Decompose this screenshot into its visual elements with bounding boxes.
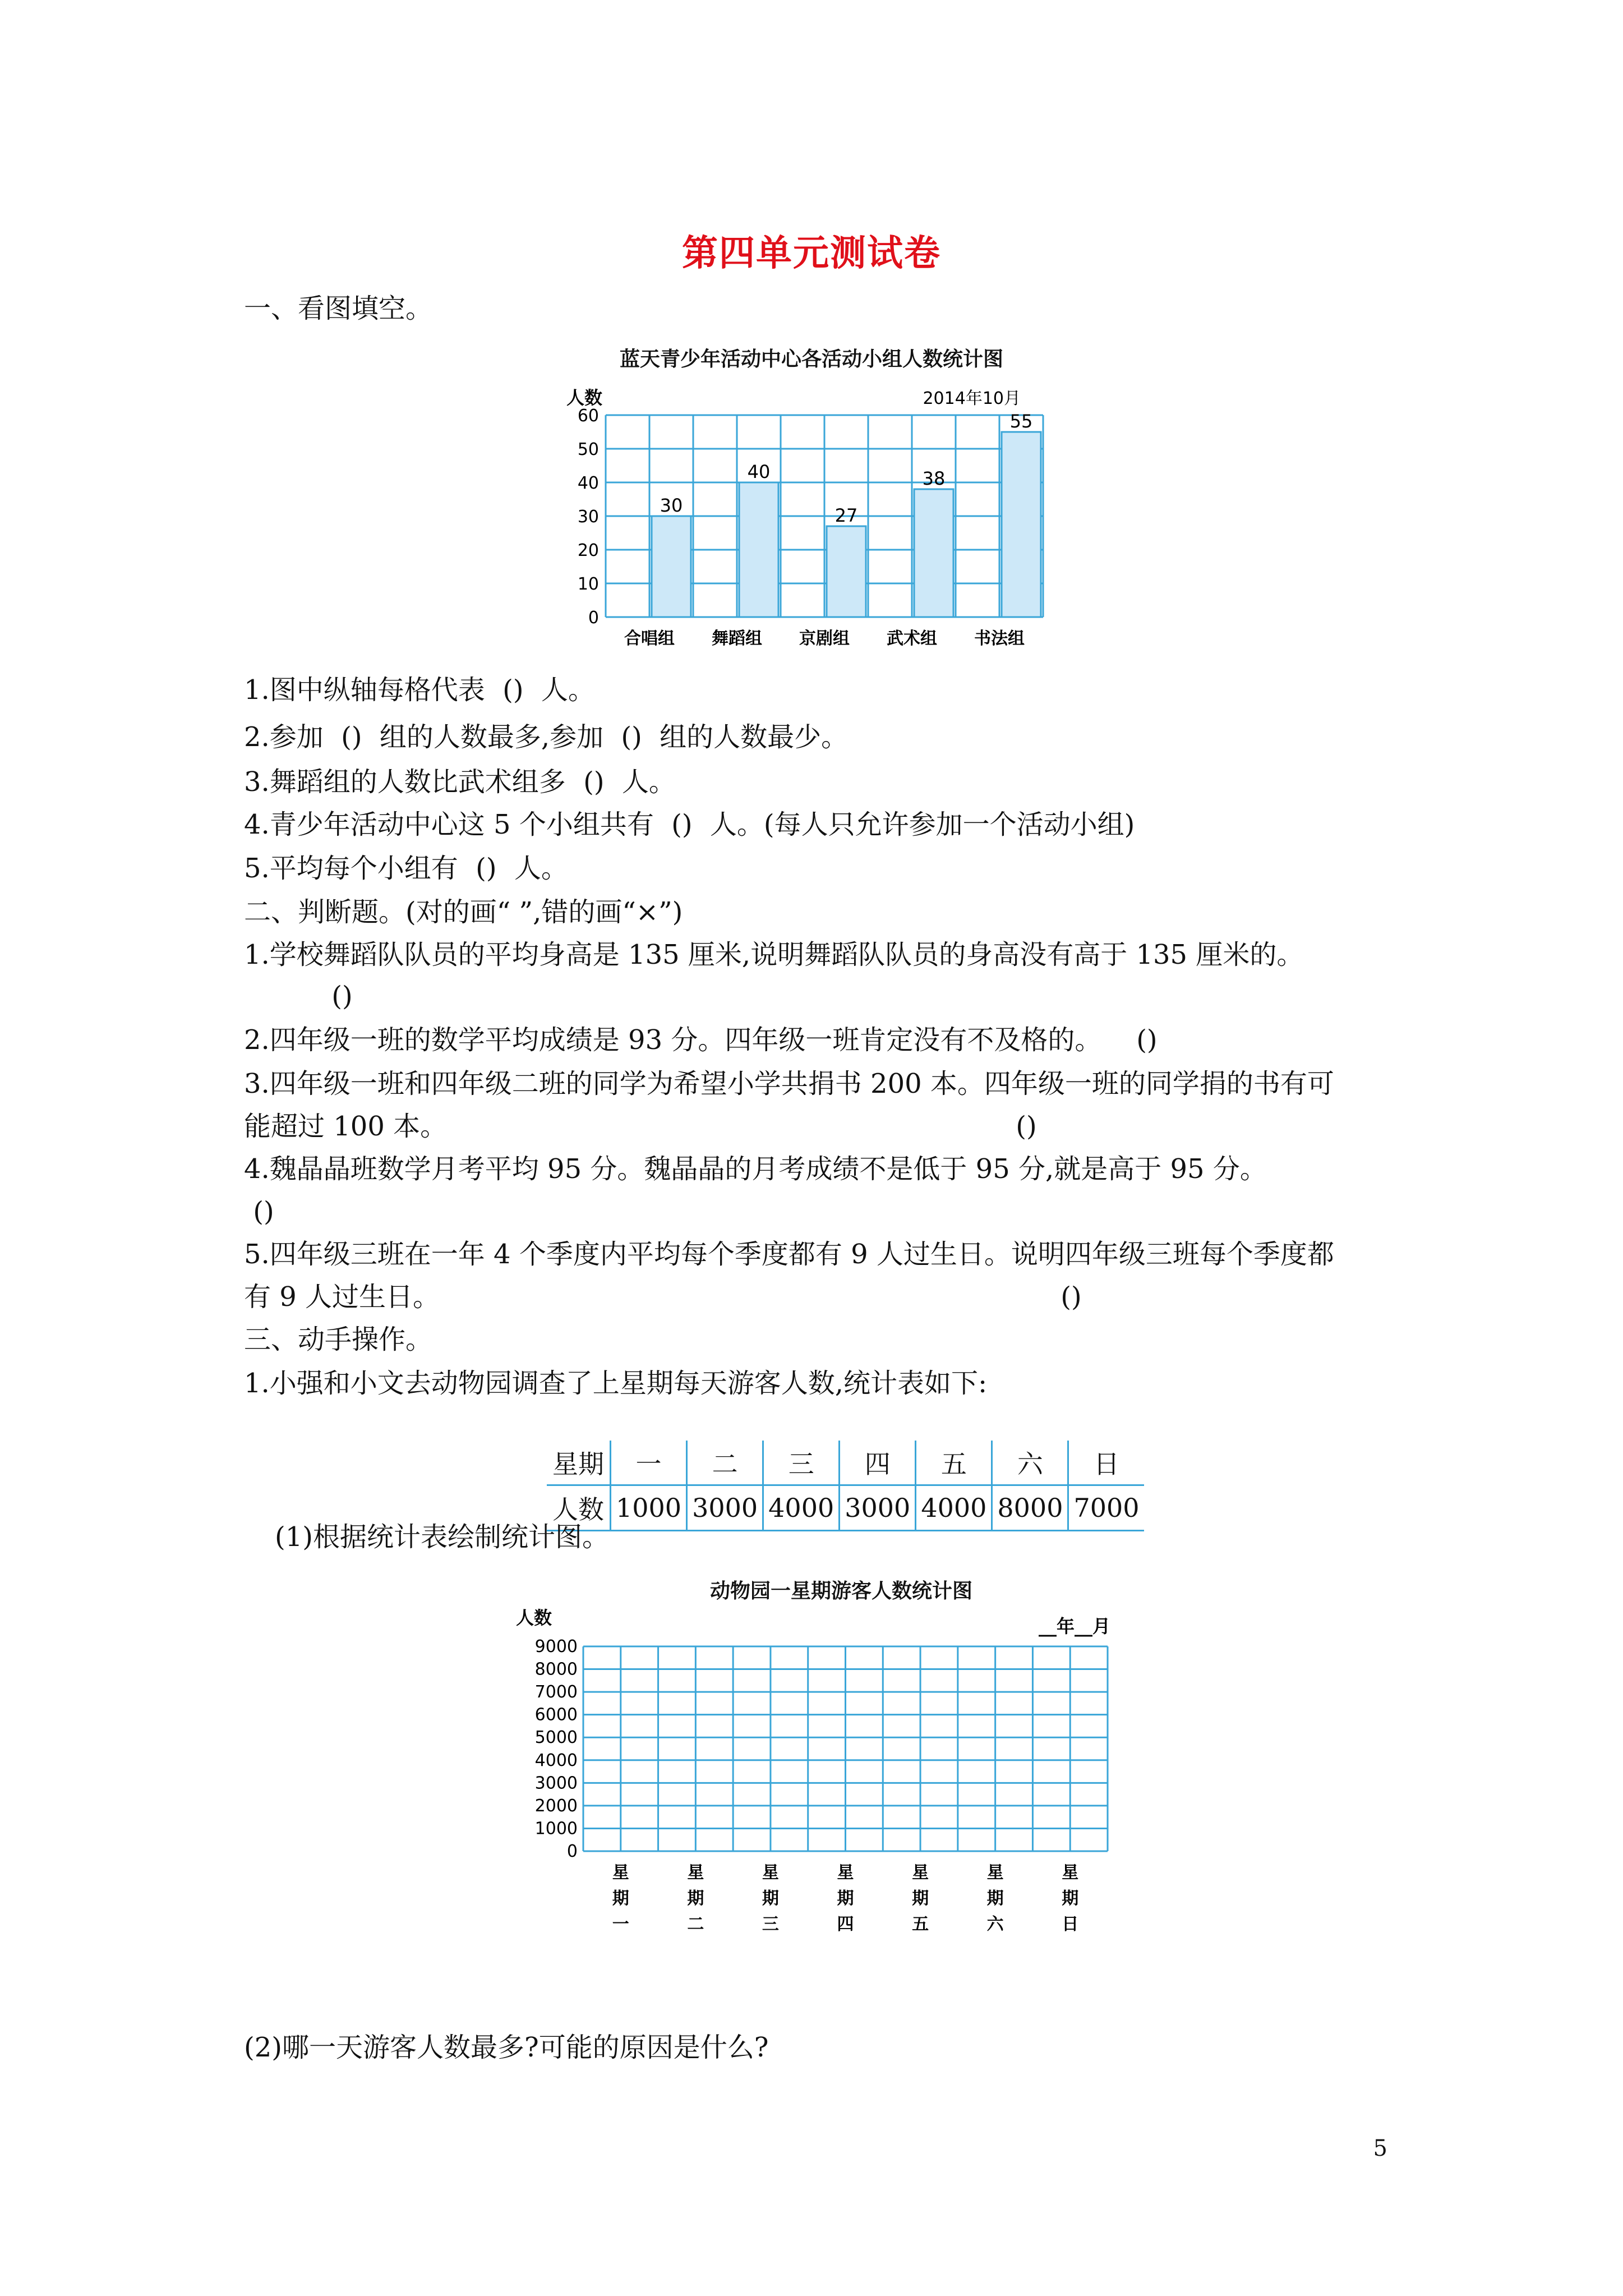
operation-1: 1.小强和小文去动物园调查了上星期每天游客人数,统计表如下:: [244, 1368, 988, 1399]
judge-5-line2: 有 9 人过生日。: [244, 1281, 440, 1313]
answer-blank[interactable]: [485, 673, 541, 707]
table-row: [547, 1485, 1144, 1531]
judge-1: 1.学校舞蹈队队员的平均身高是 135 厘米,说明舞蹈队队员的身高没有高于 135 厘米的。: [244, 939, 1304, 970]
page-title: 第四单元测试卷: [682, 233, 941, 274]
table-cell: 日: [1068, 1441, 1144, 1485]
y-tick-label: 20: [577, 541, 599, 560]
section1-heading: 一、看图填空。: [244, 293, 433, 324]
table-cell: 一: [611, 1441, 687, 1485]
chart1-date-label: 2014年10月: [923, 389, 1021, 408]
question-1-1: 1.图中纵轴每格代表( ) 人。: [244, 673, 595, 707]
y-tick-label: 3000: [534, 1773, 578, 1793]
y-tick-label: 10: [577, 574, 599, 594]
answer-blank[interactable]: [458, 852, 514, 885]
table-cell: 星期: [547, 1441, 611, 1485]
y-tick-label: 1000: [534, 1819, 578, 1839]
y-tick-label: 50: [577, 440, 599, 459]
table-cell: 人数: [547, 1485, 611, 1531]
chart2-grid: [583, 1646, 1108, 1851]
y-tick-label: 0: [588, 608, 599, 628]
bar-chart-1: [550, 381, 1099, 662]
answer-blank[interactable]: [324, 720, 380, 754]
data-label: 55: [1009, 411, 1033, 432]
judge-5-answer[interactable]: [1043, 1280, 1099, 1314]
answer-blank[interactable]: [654, 808, 710, 841]
data-label: 27: [834, 505, 858, 526]
judge-5-line1: 5.四年级三班在一年 4 个季度内平均每个季度都有 9 人过生日。说明四年级三班每个季度都: [244, 1239, 1334, 1270]
y-tick-label: 2000: [534, 1796, 578, 1816]
answer-blank[interactable]: [603, 720, 660, 754]
y-tick-label: 60: [577, 406, 599, 426]
y-tick-label: 8000: [534, 1659, 578, 1680]
data-label: 38: [922, 468, 946, 489]
bar-书法组: [1002, 432, 1041, 617]
table-cell: 四: [840, 1441, 916, 1485]
chart2-ylabel: 人数: [516, 1607, 552, 1628]
answer-blank[interactable]: [566, 765, 622, 799]
data-label: 30: [660, 495, 683, 516]
chart2-title: 动物园一星期游客人数统计图: [709, 1580, 972, 1603]
category-label: 武术组: [887, 629, 937, 648]
day-label: 星期六: [986, 1863, 1004, 1934]
bar-舞蹈组: [739, 482, 778, 617]
judge-3-line2: 能超过 100 本。: [244, 1111, 448, 1142]
table-cell: 二: [687, 1441, 763, 1485]
section2-heading: 二、判断题。(对的画“ ”,错的画“×”): [244, 896, 683, 928]
question-1-5: 5.平均每个小组有( ) 人。: [244, 852, 568, 885]
day-label: 星期一: [612, 1863, 629, 1934]
y-tick-label: 0: [566, 1842, 578, 1861]
table-cell: 4000: [916, 1485, 992, 1531]
category-label: 合唱组: [624, 629, 675, 648]
y-tick-label: 6000: [534, 1705, 578, 1725]
day-label: 星期四: [837, 1863, 854, 1934]
question-1-3: 3.舞蹈组的人数比武术组多( ) 人。: [244, 765, 676, 799]
table-cell: 五: [916, 1441, 992, 1485]
day-label: 星期二: [687, 1863, 704, 1934]
judge-2-answer[interactable]: [1119, 1023, 1175, 1057]
judge-3-line1: 3.四年级一班和四年级二班的同学为希望小学共捐书 200 本。四年级一班的同学捐的书有可: [244, 1068, 1334, 1099]
judge-1-answer[interactable]: [314, 979, 370, 1013]
sub-question-1: (1)根据统计表绘制统计图。: [275, 1521, 609, 1553]
question-1-4: 4.青少年活动中心这 5 个小组共有( ) 人。(每人只允许参加一个活动小组): [244, 808, 1135, 841]
category-label: 书法组: [974, 629, 1025, 648]
category-label: 舞蹈组: [712, 629, 762, 648]
judge-4-answer[interactable]: [236, 1195, 292, 1228]
y-tick-label: 40: [577, 473, 599, 493]
day-label: 星期日: [1062, 1863, 1079, 1934]
empty-chart-2[interactable]: [505, 1599, 1133, 1947]
y-tick-label: 5000: [534, 1728, 578, 1748]
bar-京剧组: [827, 526, 866, 617]
table-cell: 六: [992, 1441, 1068, 1485]
bar-武术组: [914, 489, 953, 617]
data-label: 40: [747, 461, 771, 482]
chart1-title: 蓝天青少年活动中心各活动小组人数统计图: [619, 348, 1003, 371]
question-1-2: 2.参加( ) 组的人数最多,参加( ) 组的人数最少。: [244, 720, 848, 754]
day-label: 星期三: [762, 1863, 779, 1934]
page-number: 5: [1373, 2136, 1387, 2161]
table-cell: 8000: [992, 1485, 1068, 1531]
y-tick-label: 30: [577, 507, 599, 527]
table-cell: 1000: [611, 1485, 687, 1531]
visitor-table: [547, 1441, 1144, 1531]
judge-4: 4.魏晶晶班数学月考平均 95 分。魏晶晶的月考成绩不是低于 95 分,就是高于 95 分。: [244, 1153, 1267, 1185]
y-tick-label: 7000: [534, 1682, 578, 1703]
chart1-ylabel: 人数: [566, 387, 603, 408]
y-tick-label: 9000: [534, 1637, 578, 1657]
sub-question-2: (2)哪一天游客人数最多?可能的原因是什么?: [244, 2032, 769, 2063]
y-tick-label: 4000: [534, 1750, 578, 1770]
judge-2: 2.四年级一班的数学平均成绩是 93 分。四年级一班肯定没有不及格的。 ( ): [244, 1023, 1175, 1057]
category-label: 京剧组: [799, 629, 850, 648]
bar-合唱组: [652, 516, 691, 617]
day-label: 星期五: [912, 1863, 929, 1934]
judge-3-answer[interactable]: [998, 1110, 1054, 1143]
table-cell: 3000: [840, 1485, 916, 1531]
table-cell: 7000: [1068, 1485, 1144, 1531]
table-cell: 三: [763, 1441, 840, 1485]
table-cell: 4000: [763, 1485, 840, 1531]
chart2-date-label: __年__月: [1038, 1616, 1110, 1637]
table-cell: 3000: [687, 1485, 763, 1531]
section3-heading: 三、动手操作。: [244, 1324, 433, 1355]
table-row: [547, 1441, 1144, 1485]
